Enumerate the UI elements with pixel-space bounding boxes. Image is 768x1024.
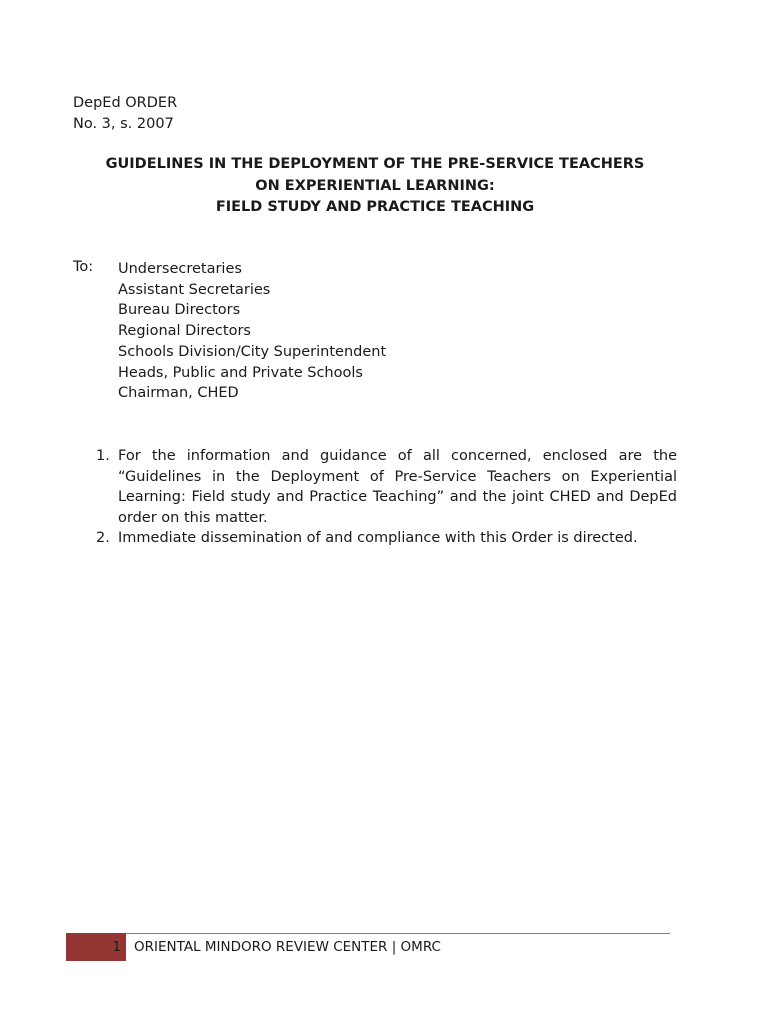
footer-text: ORIENTAL MINDORO REVIEW CENTER | OMRC xyxy=(134,939,441,955)
recipient-item: Regional Directors xyxy=(118,323,251,340)
to-label: To: xyxy=(73,259,94,275)
title-line-1: GUIDELINES IN THE DEPLOYMENT OF THE PRE-SERVICE TEACHERS xyxy=(105,156,645,172)
recipient-item: Undersecretaries xyxy=(118,261,242,277)
item-text: For the information and guidance of all concerned, enclosed are the “Guidelines in the Deployment of Pre-Service Teachers on Experiential Learning: Field study and Practice Teaching” and the joint CHED and DepEd order on this matter. xyxy=(118,448,677,526)
recipient-item: Heads, Public and Private Schools xyxy=(118,364,363,381)
item-number: 2. xyxy=(96,530,110,546)
order-number: No. 3, s. 2007 xyxy=(73,116,174,132)
order-label: DepEd ORDER xyxy=(73,95,178,111)
recipient-item: Assistant Secretaries xyxy=(118,281,271,298)
title-line-2: ON EXPERIENTIAL LEARNING: xyxy=(255,177,495,194)
item-number: 1. xyxy=(96,448,110,464)
recipient-item: Bureau Directors xyxy=(118,302,241,319)
page-number: 1 xyxy=(112,939,121,955)
recipient-item: Schools Division/City Superintendent xyxy=(118,343,387,360)
page-footer xyxy=(66,933,670,961)
recipient-list xyxy=(118,259,386,404)
order-header xyxy=(73,93,177,135)
directive-item xyxy=(92,446,677,528)
document-title xyxy=(73,154,677,219)
directive-item xyxy=(92,528,677,549)
directive-list xyxy=(92,446,677,549)
item-text: Immediate dissemination of and compliance with this Order is directed. xyxy=(118,530,638,546)
recipient-item: Chairman, CHED xyxy=(118,385,239,402)
title-line-3: FIELD STUDY AND PRACTICE TEACHING xyxy=(215,199,535,215)
